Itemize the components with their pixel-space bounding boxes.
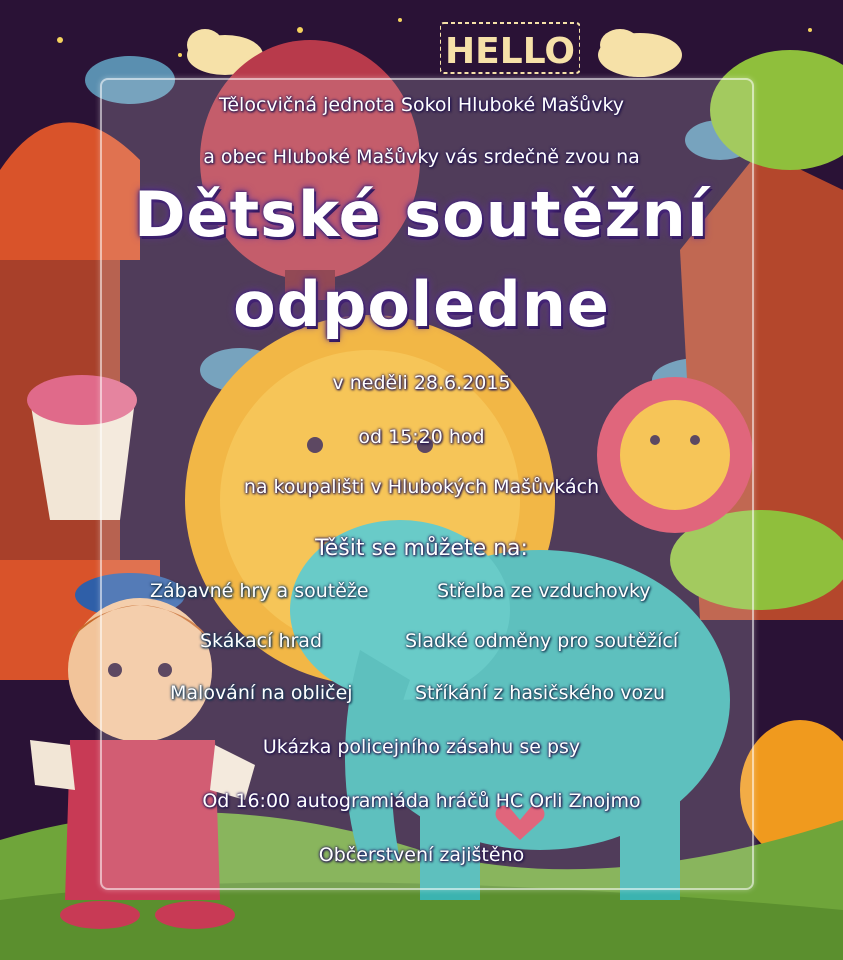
program-item: Stříkání z hasičského vozu: [415, 682, 666, 704]
hello-text: HELLO: [445, 31, 575, 72]
program-item: Skákací hrad: [200, 630, 323, 652]
program-item: Sladké odměny pro soutěžící: [405, 630, 679, 652]
event-time: od 15:20 hod: [358, 426, 485, 448]
event-title-line2: odpoledne: [233, 268, 610, 341]
program-item: Střelba ze vzduchovky: [437, 580, 651, 602]
refreshments-note: Občerstvení zajištěno: [318, 844, 525, 866]
program-extra-item: Ukázka policejního zásahu se psy: [262, 736, 581, 758]
event-place: na koupališti v Hlubokých Mašůvkách: [243, 476, 600, 498]
event-date: v neděli 28.6.2015: [332, 372, 511, 394]
program-extra-item: Od 16:00 autogramiáda hráčů HC Orli Znojmo: [202, 790, 641, 812]
organizer-line: Tělocvičná jednota Sokol Hluboké Mašůvky: [218, 94, 625, 116]
program-heading: Těšit se můžete na:: [315, 536, 528, 561]
invitation-line: a obec Hluboké Mašůvky vás srdečně zvou na: [203, 146, 640, 168]
hello-banner: [440, 18, 580, 78]
program-item: Malování na obličej: [170, 682, 353, 704]
event-title-line1: Dětské soutěžní: [133, 178, 710, 251]
program-item: Zábavné hry a soutěže: [150, 580, 369, 602]
